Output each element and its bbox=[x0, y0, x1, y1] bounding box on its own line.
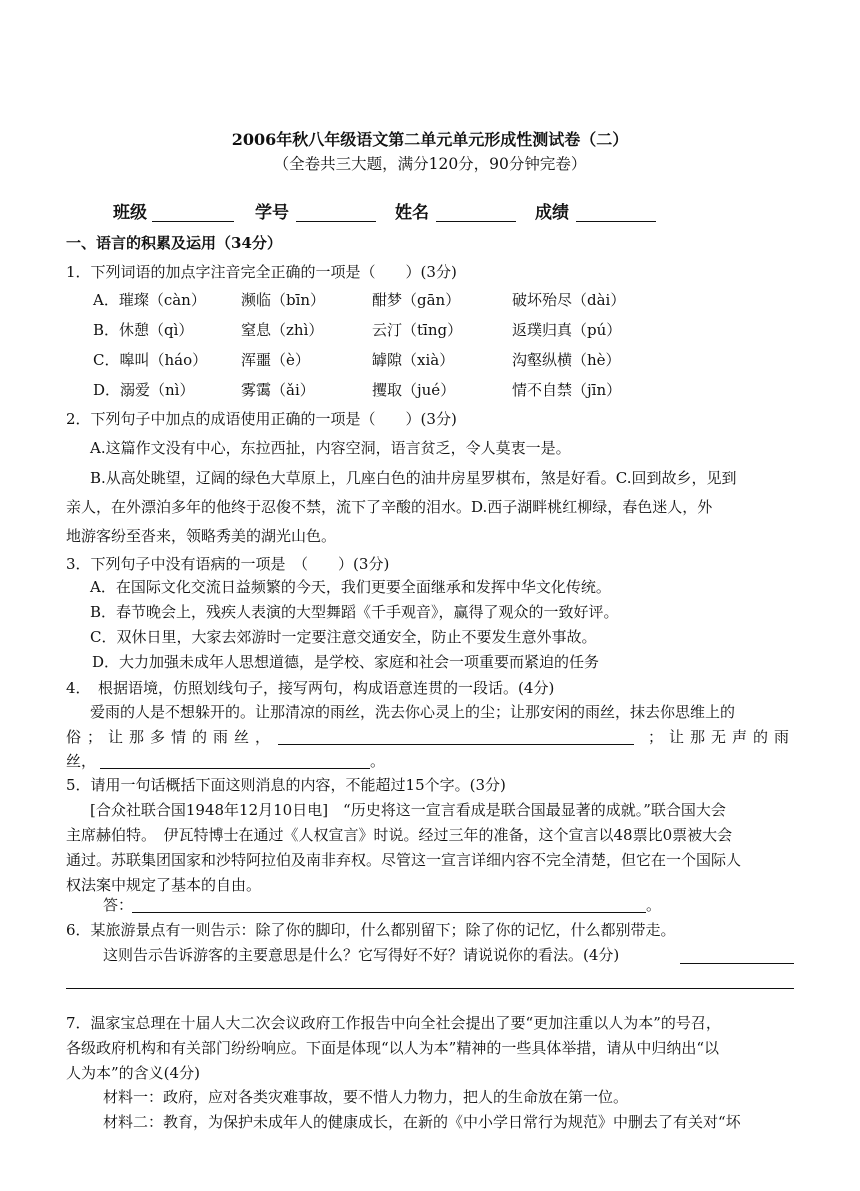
q7-stem-line-2: 各级政府机构和有关部门纷纷响应。下面是体现“以人为本”精神的一些具体举措，请从中归纳出“以 bbox=[66, 1039, 720, 1057]
q5-news-line-1: [合众社联合国1948年12月10日电] “历史将这一宣言看成是联合国最显著的成就。”联合国大会 bbox=[90, 801, 726, 819]
q1-opt-b-4: 返璞归真（pú） bbox=[512, 321, 622, 339]
q6-stem: 6．某旅游景点有一则告示：除了你的脚印，什么都别留下；除了你的记忆，什么都别带走。 bbox=[66, 921, 676, 939]
q4-passage-line-3a: 丝， bbox=[66, 752, 97, 770]
q7-material-1: 材料一：政府，应对各类灾难事故，要不惜人力物力，把人的生命放在第一位。 bbox=[103, 1088, 629, 1106]
q5-stem: 5．请用一句话概括下面这则消息的内容，不能超过15个字。(3分) bbox=[66, 776, 506, 794]
q5-news-line-2: 主席赫伯特。 伊瓦特博士在通过《人权宣言》时说。经过三年的准备，这个宣言以48票比0票被大会 bbox=[66, 826, 733, 844]
score-blank[interactable] bbox=[576, 221, 656, 222]
name-label: 姓名 bbox=[395, 203, 429, 223]
q3-option-d: D．大力加强未成年人思想道德，是学校、家庭和社会一项重要而紧迫的任务 bbox=[92, 653, 600, 671]
q4-answer-blank-2[interactable] bbox=[100, 768, 370, 769]
student-number-label: 学号 bbox=[255, 203, 289, 223]
q7-stem-line-3: 人为本”的含义(4分) bbox=[66, 1064, 200, 1082]
q1-opt-d-3: 攫取（jué） bbox=[372, 381, 456, 399]
q1-opt-a-4: 破坏殆尽（dài） bbox=[512, 291, 626, 309]
q2-option-b-line-2: 亲人，在外漂泊多年的他终于忍俊不禁，流下了辛酸的泪水。D.西子湖畔桃红柳绿，春色迷人，外 bbox=[66, 498, 713, 516]
student-number-blank[interactable] bbox=[296, 221, 376, 222]
q1-opt-c-3: 罅隙（xià） bbox=[372, 351, 455, 369]
q3-option-c: C．双休日里，大家去郊游时一定要注意交通安全，防止不要发生意外事故。 bbox=[90, 628, 597, 646]
q3-stem: 3．下列句子中没有语病的一项是 （ ）(3分) bbox=[66, 555, 390, 573]
q6-answer-blank-inline[interactable] bbox=[680, 963, 794, 964]
q1-opt-b-3: 云汀（tīng） bbox=[372, 321, 463, 339]
q4-passage-line-1: 爱雨的人是不想躲开的。让那清凉的雨丝，洗去你心灵上的尘；让那安闲的雨丝，抹去你思维上的 bbox=[90, 703, 736, 721]
q4-stem: 4． 根据语境，仿照划线句子，接写两句，构成语意连贯的一段话。(4分) bbox=[66, 679, 555, 697]
exam-title: 2006年秋八年级语文第二单元单元形成性测试卷（二） bbox=[231, 130, 629, 149]
q1-stem: 1．下列词语的加点字注音完全正确的一项是（ ）(3分) bbox=[66, 263, 457, 281]
q1-opt-d-1: D．溺爱（nì） bbox=[93, 381, 195, 399]
q5-answer-end: 。 bbox=[646, 896, 662, 914]
q1-opt-c-2: 浑噩（è） bbox=[241, 351, 310, 369]
q3-option-a: A．在国际文化交流日益频繁的今天，我们更要全面继承和发挥中华文化传统。 bbox=[90, 578, 611, 596]
q4-answer-blank-1[interactable] bbox=[278, 744, 634, 745]
q1-opt-c-4: 沟壑纵横（hè） bbox=[512, 351, 621, 369]
exam-subtitle: （全卷共三大题，满分120分，90分钟完卷） bbox=[273, 155, 587, 173]
q4-passage-line-2a: 俗；让那多情的雨丝， bbox=[66, 728, 277, 746]
q5-news-line-4: 权法案中规定了基本的自由。 bbox=[66, 876, 262, 894]
q7-stem-line-1: 7．温家宝总理在十届人大二次会议政府工作报告中向全社会提出了要“更加注重以人为本”的号召， bbox=[66, 1014, 721, 1032]
q6-question: 这则告示告诉游客的主要意思是什么？它写得好不好？请说说你的看法。(4分) bbox=[103, 946, 620, 964]
q1-opt-d-2: 雾霭（ǎi） bbox=[241, 381, 315, 399]
q5-news-line-3: 通过。苏联集团国家和沙特阿拉伯及南非弃权。尽管这一宣言详细内容不完全清楚，但它在一个国际人 bbox=[66, 851, 742, 869]
q1-opt-a-2: 濒临（bīn） bbox=[241, 291, 326, 309]
q2-stem: 2．下列句子中加点的成语使用正确的一项是（ ）(3分) bbox=[66, 410, 457, 428]
q1-opt-b-1: B．休憩（qì） bbox=[93, 321, 194, 339]
q1-opt-c-1: C．嗥叫（háo） bbox=[93, 351, 208, 369]
score-label: 成绩 bbox=[535, 203, 569, 223]
section-1-heading: 一、语言的积累及运用（34分） bbox=[66, 234, 282, 252]
q1-opt-a-3: 酣梦（gān） bbox=[372, 291, 461, 309]
class-label: 班级 bbox=[113, 203, 147, 223]
q1-opt-d-4: 情不自禁（jīn） bbox=[512, 381, 622, 399]
q5-answer-blank[interactable] bbox=[132, 912, 646, 913]
q4-passage-line-3b: 。 bbox=[370, 752, 386, 770]
q7-material-2: 材料二：教育，为保护未成年人的健康成长，在新的《中小学日常行为规范》中删去了有关对“坏 bbox=[103, 1113, 741, 1131]
q1-opt-b-2: 窒息（zhì） bbox=[241, 321, 324, 339]
q4-passage-line-2b: ；让那无声的雨 bbox=[648, 728, 796, 746]
q1-opt-a-1: A．璀璨（càn） bbox=[93, 291, 206, 309]
q2-option-a: A.这篇作文没有中心，东拉西扯，内容空洞，语言贫乏，令人莫衷一是。 bbox=[90, 439, 571, 457]
q3-option-b: B．春节晚会上，残疾人表演的大型舞蹈《千手观音》，赢得了观众的一致好评。 bbox=[90, 603, 619, 621]
q2-option-b-line-1: B.从高处眺望，辽阔的绿色大草原上，几座白色的油井房星罗棋布，煞是好看。C.回到故乡，见到 bbox=[90, 469, 737, 487]
q6-answer-blank-line[interactable] bbox=[66, 988, 794, 989]
q5-answer-label: 答： bbox=[103, 896, 134, 914]
q2-option-b-line-3: 地游客纷至沓来，领略秀美的湖光山色。 bbox=[66, 527, 337, 545]
class-blank[interactable] bbox=[152, 221, 234, 222]
name-blank[interactable] bbox=[436, 221, 516, 222]
